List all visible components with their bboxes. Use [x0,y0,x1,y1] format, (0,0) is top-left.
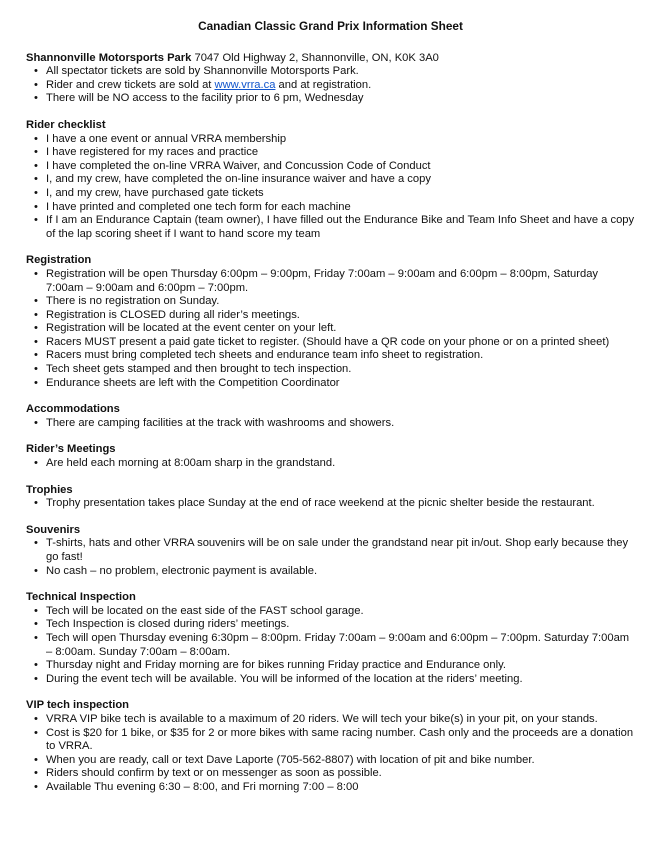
list-item: • T-shirts, hats and other VRRA souvenirs will be on sale under the grandstand near pit in/out. Shop early because they go fast! [46,537,635,564]
section-heading: Registration [26,254,92,267]
link-suffix-text: and at registration. [275,78,372,91]
list-item: • Trophy presentation takes place Sunday at the end of race weekend at the picnic shelter beside the restaurant. [46,497,635,511]
bullet-list [26,497,635,511]
list-item: • No cash – no problem, electronic payment is available. [46,565,635,579]
list-item: • I, and my crew, have purchased gate tickets [46,187,635,201]
list-item: • If I am an Endurance Captain (team owner), I have filled out the Endurance Bike and Team Info Sheet and have a copy of the lap scoring sheet if I want to hand score my team [46,214,635,241]
section-technical-inspection [26,591,635,686]
section-trophies [26,484,635,511]
section-heading: Trophies [26,483,73,496]
list-item: • I have printed and completed one tech form for each machine [46,201,635,215]
address-text: 7047 Old Highway 2, Shannonville, ON, K0K 3A0 [191,51,439,64]
list-item: • Are held each morning at 8:00am sharp in the grandstand. [46,457,635,471]
section-heading: Rider’s Meetings [26,443,116,456]
section-accommodations [26,403,635,430]
bullet-list [26,713,635,795]
list-item: • I have a one event or annual VRRA membership [46,133,635,147]
document-title: Canadian Classic Grand Prix Information Sheet [198,19,463,33]
list-item: • I, and my crew, have completed the on-line insurance waiver and have a copy [46,173,635,187]
list-item: • There is no registration on Sunday. [46,295,635,309]
list-item: • Tech Inspection is closed during riders’ meetings. [46,618,635,632]
section-vip-tech-inspection [26,699,635,794]
list-item: • There will be NO access to the facility prior to 6 pm, Wednesday [46,92,635,106]
list-item: • When you are ready, call or text Dave Laporte (705-562-8807) with location of pit and bike number. [46,754,635,768]
section-rider-checklist [26,119,635,241]
list-item-tickets-link [46,79,635,93]
section-heading-line [26,52,635,66]
list-item: • Racers must bring completed tech sheets and endurance team info sheet to registration. [46,349,635,363]
list-item: • I have registered for my races and practice [46,146,635,160]
bullet-list [26,605,635,687]
section-heading: Rider checklist [26,118,106,131]
section-heading: Souvenirs [26,523,81,536]
bullet-list [26,65,635,106]
bullet-list [26,268,635,390]
list-item: • Endurance sheets are left with the Competition Coordinator [46,377,635,391]
list-item: • Available Thu evening 6:30 – 8:00, and Fri morning 7:00 – 8:00 [46,781,635,795]
bullet-list [26,417,635,431]
bullet-list [26,537,635,578]
link-prefix-text: Rider and crew tickets are sold at [46,78,215,91]
list-item: • During the event tech will be available. You will be informed of the location at the riders’ meeting. [46,673,635,687]
section-heading: Shannonville Motorsports Park [26,51,192,64]
bullet-list [26,457,635,471]
list-item: • Tech will open Thursday evening 6:30pm – 8:00pm. Friday 7:00am – 9:00am and 6:00pm – 7:00pm. Saturday 7:00am – 8:00am. Sunday 7:00am – 8:00am. [46,632,635,659]
list-item: • Tech will be located on the east side of the FAST school garage. [46,605,635,619]
list-item: • Tech sheet gets stamped and then brought to tech inspection. [46,363,635,377]
section-shannonville [26,52,635,106]
list-item: • Registration is CLOSED during all rider’s meetings. [46,309,635,323]
list-item: • I have completed the on-line VRRA Waiver, and Concussion Code of Conduct [46,160,635,174]
section-riders-meetings [26,443,635,470]
list-item: • Cost is $20 for 1 bike, or $35 for 2 or more bikes with same racing number. Cash only and the proceeds are a donation to VRRA. [46,727,635,754]
section-registration [26,254,635,390]
list-item: • Registration will be open Thursday 6:00pm – 9:00pm, Friday 7:00am – 9:00am and 6:00pm – 8:00pm, Saturday 7:00am – 9:00am and 6:00pm – 7:00pm. [46,268,635,295]
section-heading: Technical Inspection [26,591,136,604]
list-item: • Racers MUST present a paid gate ticket to register. (Should have a QR code on your phone or on a printed sheet) [46,336,635,350]
section-heading: VIP tech inspection [26,699,129,712]
bullet-list [26,133,635,242]
vrra-website-link[interactable]: www.vrra.ca [214,78,276,91]
list-item: • Registration will be located at the event center on your left. [46,322,635,336]
section-souvenirs [26,524,635,578]
list-item: • Riders should confirm by text or on messenger as soon as possible. [46,767,635,781]
list-item: • Thursday night and Friday morning are for bikes running Friday practice and Endurance only. [46,659,635,673]
list-item: • All spectator tickets are sold by Shannonville Motorsports Park. [46,65,635,79]
list-item: • VRRA VIP bike tech is available to a maximum of 20 riders. We will tech your bike(s) in your pit, on your stands. [46,713,635,727]
section-heading: Accommodations [26,403,120,416]
list-item: • There are camping facilities at the track with washrooms and showers. [46,417,635,431]
